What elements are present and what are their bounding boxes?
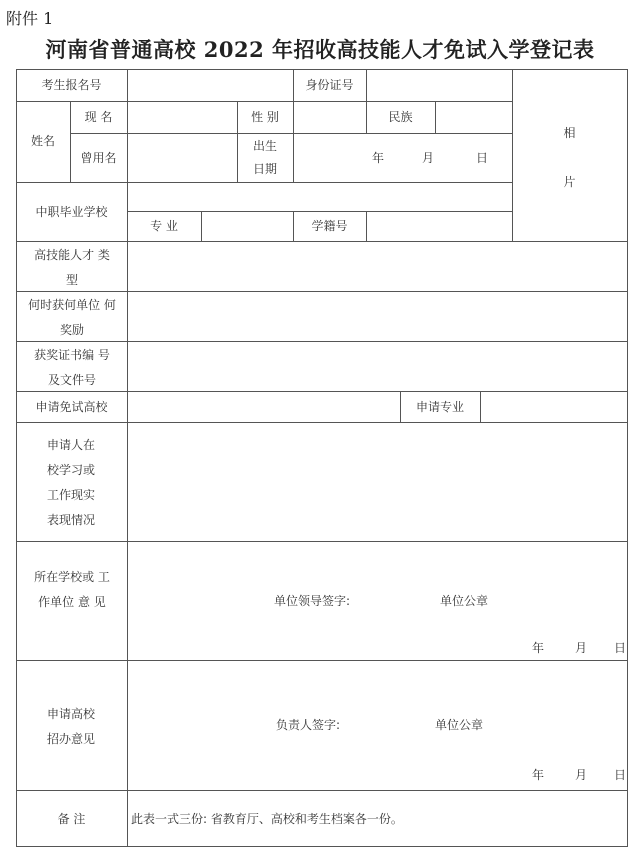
apply-major-label: 申请专业 <box>415 400 464 414</box>
talent-type-label: 高技能人才 类 型 <box>34 248 110 287</box>
row-divider <box>16 182 512 183</box>
current-name-label: 现 名 <box>84 110 113 124</box>
attachment-label: 附件 1 <box>6 9 54 28</box>
unit-opinion-label: 所在学校或 工作单位 意 见 <box>34 570 110 609</box>
responsible-sign-label: 负责人签字: <box>275 718 341 732</box>
former-name-label: 曾用名 <box>80 151 117 165</box>
page-title: 河南省普通高校 2022 年招收高技能人才免试入学登记表 <box>45 37 595 62</box>
birth-label-line1: 出生 <box>252 139 277 153</box>
row-divider <box>16 101 512 102</box>
row-divider <box>70 133 512 134</box>
unit-seal-label: 单位公章 <box>439 594 488 608</box>
remark-text: 此表一式三份: 省教育厅、高校和考生档案各一份。 <box>131 812 403 826</box>
unit-leader-sign-label: 单位领导签字: <box>273 594 351 608</box>
apply-school-label: 申请免试高校 <box>35 400 108 414</box>
table-border-bottom <box>16 846 628 847</box>
gender-label: 性 别 <box>251 110 279 124</box>
unit-month-label: 月 <box>574 641 587 655</box>
college-month-label: 月 <box>574 768 587 782</box>
row-divider <box>16 541 628 542</box>
row-divider <box>16 422 628 423</box>
column-divider <box>127 69 128 847</box>
remark-label: 备 注 <box>57 812 86 826</box>
ethnicity-label: 民族 <box>388 110 413 124</box>
college-opinion-label: 申请高校 招办意见 <box>46 707 95 746</box>
id-no-label: 身份证号 <box>305 78 354 92</box>
column-divider <box>366 211 367 241</box>
exam-no-label: 考生报名号 <box>41 78 102 92</box>
college-year-label: 年 <box>531 768 544 782</box>
photo-column-divider <box>512 69 513 241</box>
photo-label-top: 相 <box>563 126 576 140</box>
unit-day-label: 日 <box>613 641 626 655</box>
year-label: 年 <box>371 151 384 165</box>
photo-label-bottom: 片 <box>563 175 576 189</box>
column-divider <box>201 211 202 241</box>
college-seal-label: 单位公章 <box>434 718 483 732</box>
unit-year-label: 年 <box>531 641 544 655</box>
table-border-left <box>16 69 17 847</box>
row-divider <box>127 211 512 212</box>
day-label: 日 <box>475 151 488 165</box>
birth-label-line2: 日期 <box>252 162 277 176</box>
student-no-label: 学籍号 <box>311 219 348 233</box>
row-divider <box>16 790 628 791</box>
name-label: 姓名 <box>30 134 55 148</box>
row-divider <box>16 660 628 661</box>
table-border-top <box>16 69 628 70</box>
column-divider <box>435 101 436 133</box>
certificate-label: 获奖证书编 号及文件号 <box>34 348 110 387</box>
column-divider <box>480 391 481 422</box>
college-day-label: 日 <box>613 768 626 782</box>
month-label: 月 <box>421 151 434 165</box>
row-divider <box>16 241 628 242</box>
performance-label: 申请人在 校学习或 工作现实 表现情况 <box>46 438 95 527</box>
award-label: 何时获何单位 何奖励 <box>28 298 116 337</box>
school-label: 中职毕业学校 <box>35 205 108 219</box>
major-label: 专 业 <box>150 219 178 233</box>
table-border-right <box>627 69 628 847</box>
